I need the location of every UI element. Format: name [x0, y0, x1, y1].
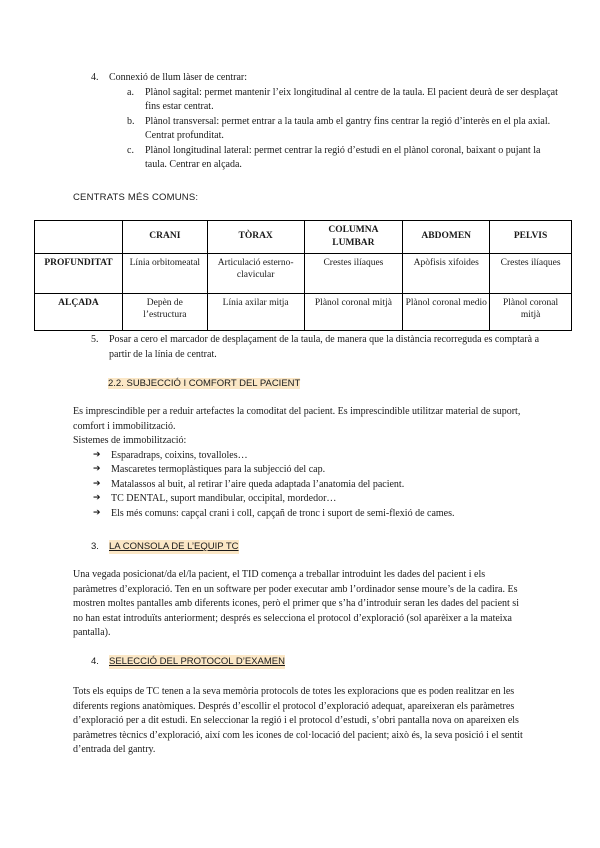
- table-header-cell: [35, 221, 123, 254]
- sublist-item-c: c. Plànol longitudinal lateral: permet centrar la regió d’estudi en el plànol coronal, baixant o pujant la taula. Centrar en alçada.: [127, 144, 541, 170]
- centrats-table: [34, 220, 572, 331]
- list-item: ➔ TC DENTAL, suport mandibular, occipital, mordedor…: [93, 492, 528, 507]
- table-header-cell: CRANI: [122, 221, 207, 254]
- list-item: ➔ Matalassos al buit, al retirar l’aire queda adaptada l’anatomia del pacient.: [93, 478, 528, 493]
- list-item-5: [91, 333, 561, 362]
- section-3-body: [73, 568, 528, 641]
- paragraph: Una vegada posicionat/da el/la pacient, el TID comença a treballar introduint les dades del pacient i els paràmetres d’exploració. Ten en un software per poder executar amb l’ordinador sense moure’s de la cadira. Es mostren moltes pantalles amb diferents icones, però el primer que s’ha d’introduir seran les dades del pacient si no han estat introduïts anteriorment; després es selecciona el protocol d’exploració (sol aparèixer a la mateixa pantalla).: [73, 569, 519, 638]
- heading-text: LA CONSOLA DE L’EQUIP TC: [109, 541, 239, 552]
- immobilization-list: [73, 449, 528, 522]
- arrow-icon: ➔: [93, 493, 101, 503]
- list-item: ➔ Mascaretes termoplàstiques para la subjecció del cap.: [93, 463, 528, 478]
- section-heading-3: [91, 540, 239, 554]
- heading-text: SELECCIÓ DEL PROTOCOL D’EXAMEN: [109, 656, 285, 667]
- heading-text: 2.2. SUBJECCIÓ I COMFORT DEL PACIENT: [108, 378, 301, 389]
- paragraph: Tots els equips de TC tenen a la seva memòria protocols de totes les exploracions que es poden realitzar en les diferents regions anatòmiques. Després d’escollir el protocol d’exploració adequat, apareixeran els paràmetres d’exploració per a dit estudi. En seleccionar la regió i el protocol d’estudi, s’obri pantalla nova on apareixen els paràmetres tècnics d’exploració, així com les icones de col·locació del pacient; això és, la seva posició i el sentit d’entrada del gantry.: [73, 686, 523, 755]
- systems-label: Sistemes de immobilització:: [73, 435, 187, 446]
- sublist: [91, 86, 561, 173]
- table-header-cell: PELVIS: [490, 221, 572, 254]
- table-cell: Plànol coronal mitjà: [304, 293, 403, 330]
- row-header: ALÇADA: [35, 293, 123, 330]
- arrow-icon: ➔: [93, 478, 101, 489]
- item-text: Posar a cero el marcador de desplaçament de la taula, de manera que la distància recorreguda es comptarà a partir de la línia de centrat.: [109, 334, 540, 360]
- section-4-body: [73, 685, 528, 758]
- arrow-icon: ➔: [93, 449, 101, 460]
- table-cell: Crestes ilíaques: [304, 253, 403, 293]
- list-item: ➔ Esparadraps, coixins, tovalloles…: [93, 449, 528, 464]
- centrats-title: CENTRATS MÉS COMUNS:: [73, 192, 199, 203]
- item-number: 5.: [91, 334, 99, 345]
- list-item: ➔ Els més comuns: capçal crani i coll, capçañ de tronc i suport de semi-flexió de cames.: [93, 507, 528, 522]
- arrow-icon: ➔: [93, 464, 101, 474]
- table-cell: Línia orbitomeatal: [122, 253, 207, 293]
- table-cell: Línia axilar mitja: [207, 293, 304, 330]
- item-title: Connexió de llum làser de centrar:: [109, 72, 248, 83]
- sublist-item-a: a. Plànol sagital: permet mantenir l’eix longitudinal al centre de la taula. El pacient deurà de ser desplaçat fins estar centrat.: [127, 86, 558, 112]
- heading-number: 3.: [91, 541, 99, 552]
- section-heading-2-2: [108, 377, 300, 391]
- list-item-4: [91, 71, 561, 173]
- table-cell: Articulació esterno-clavicular: [207, 253, 304, 293]
- arrow-icon: ➔: [93, 507, 101, 518]
- paragraph: Es imprescindible per a reduir artefactes la comoditat del pacient. Es imprescindible utilitzar material de suport, comfort i immobilització.: [73, 406, 521, 432]
- item-number: 4.: [91, 72, 99, 83]
- table-header-row: [35, 221, 572, 254]
- table-cell: Plànol coronal mitjà: [490, 293, 572, 330]
- table-row: [35, 293, 572, 330]
- table-cell: Crestes ilíaques: [490, 253, 572, 293]
- table-row: [35, 253, 572, 293]
- section-2-2-body: [73, 405, 528, 521]
- section-heading-4: [91, 655, 285, 669]
- table-cell: Apòfisis xifoides: [403, 253, 490, 293]
- row-header: PROFUNDITAT: [35, 253, 123, 293]
- table-header-cell: TÒRAX: [207, 221, 304, 254]
- table-cell: Plànol coronal medio: [403, 293, 490, 330]
- table-header-cell: COLUMNA LUMBAR: [304, 221, 403, 254]
- heading-number: 4.: [91, 656, 99, 667]
- table-cell: Depèn de l’estructura: [122, 293, 207, 330]
- sublist-item-b: b. Plànol transversal: permet entrar a la taula amb el gantry fins centrar la regió d’interès en el pla axial. Centrat profunditat.: [127, 115, 551, 141]
- table-header-cell: ABDOMEN: [403, 221, 490, 254]
